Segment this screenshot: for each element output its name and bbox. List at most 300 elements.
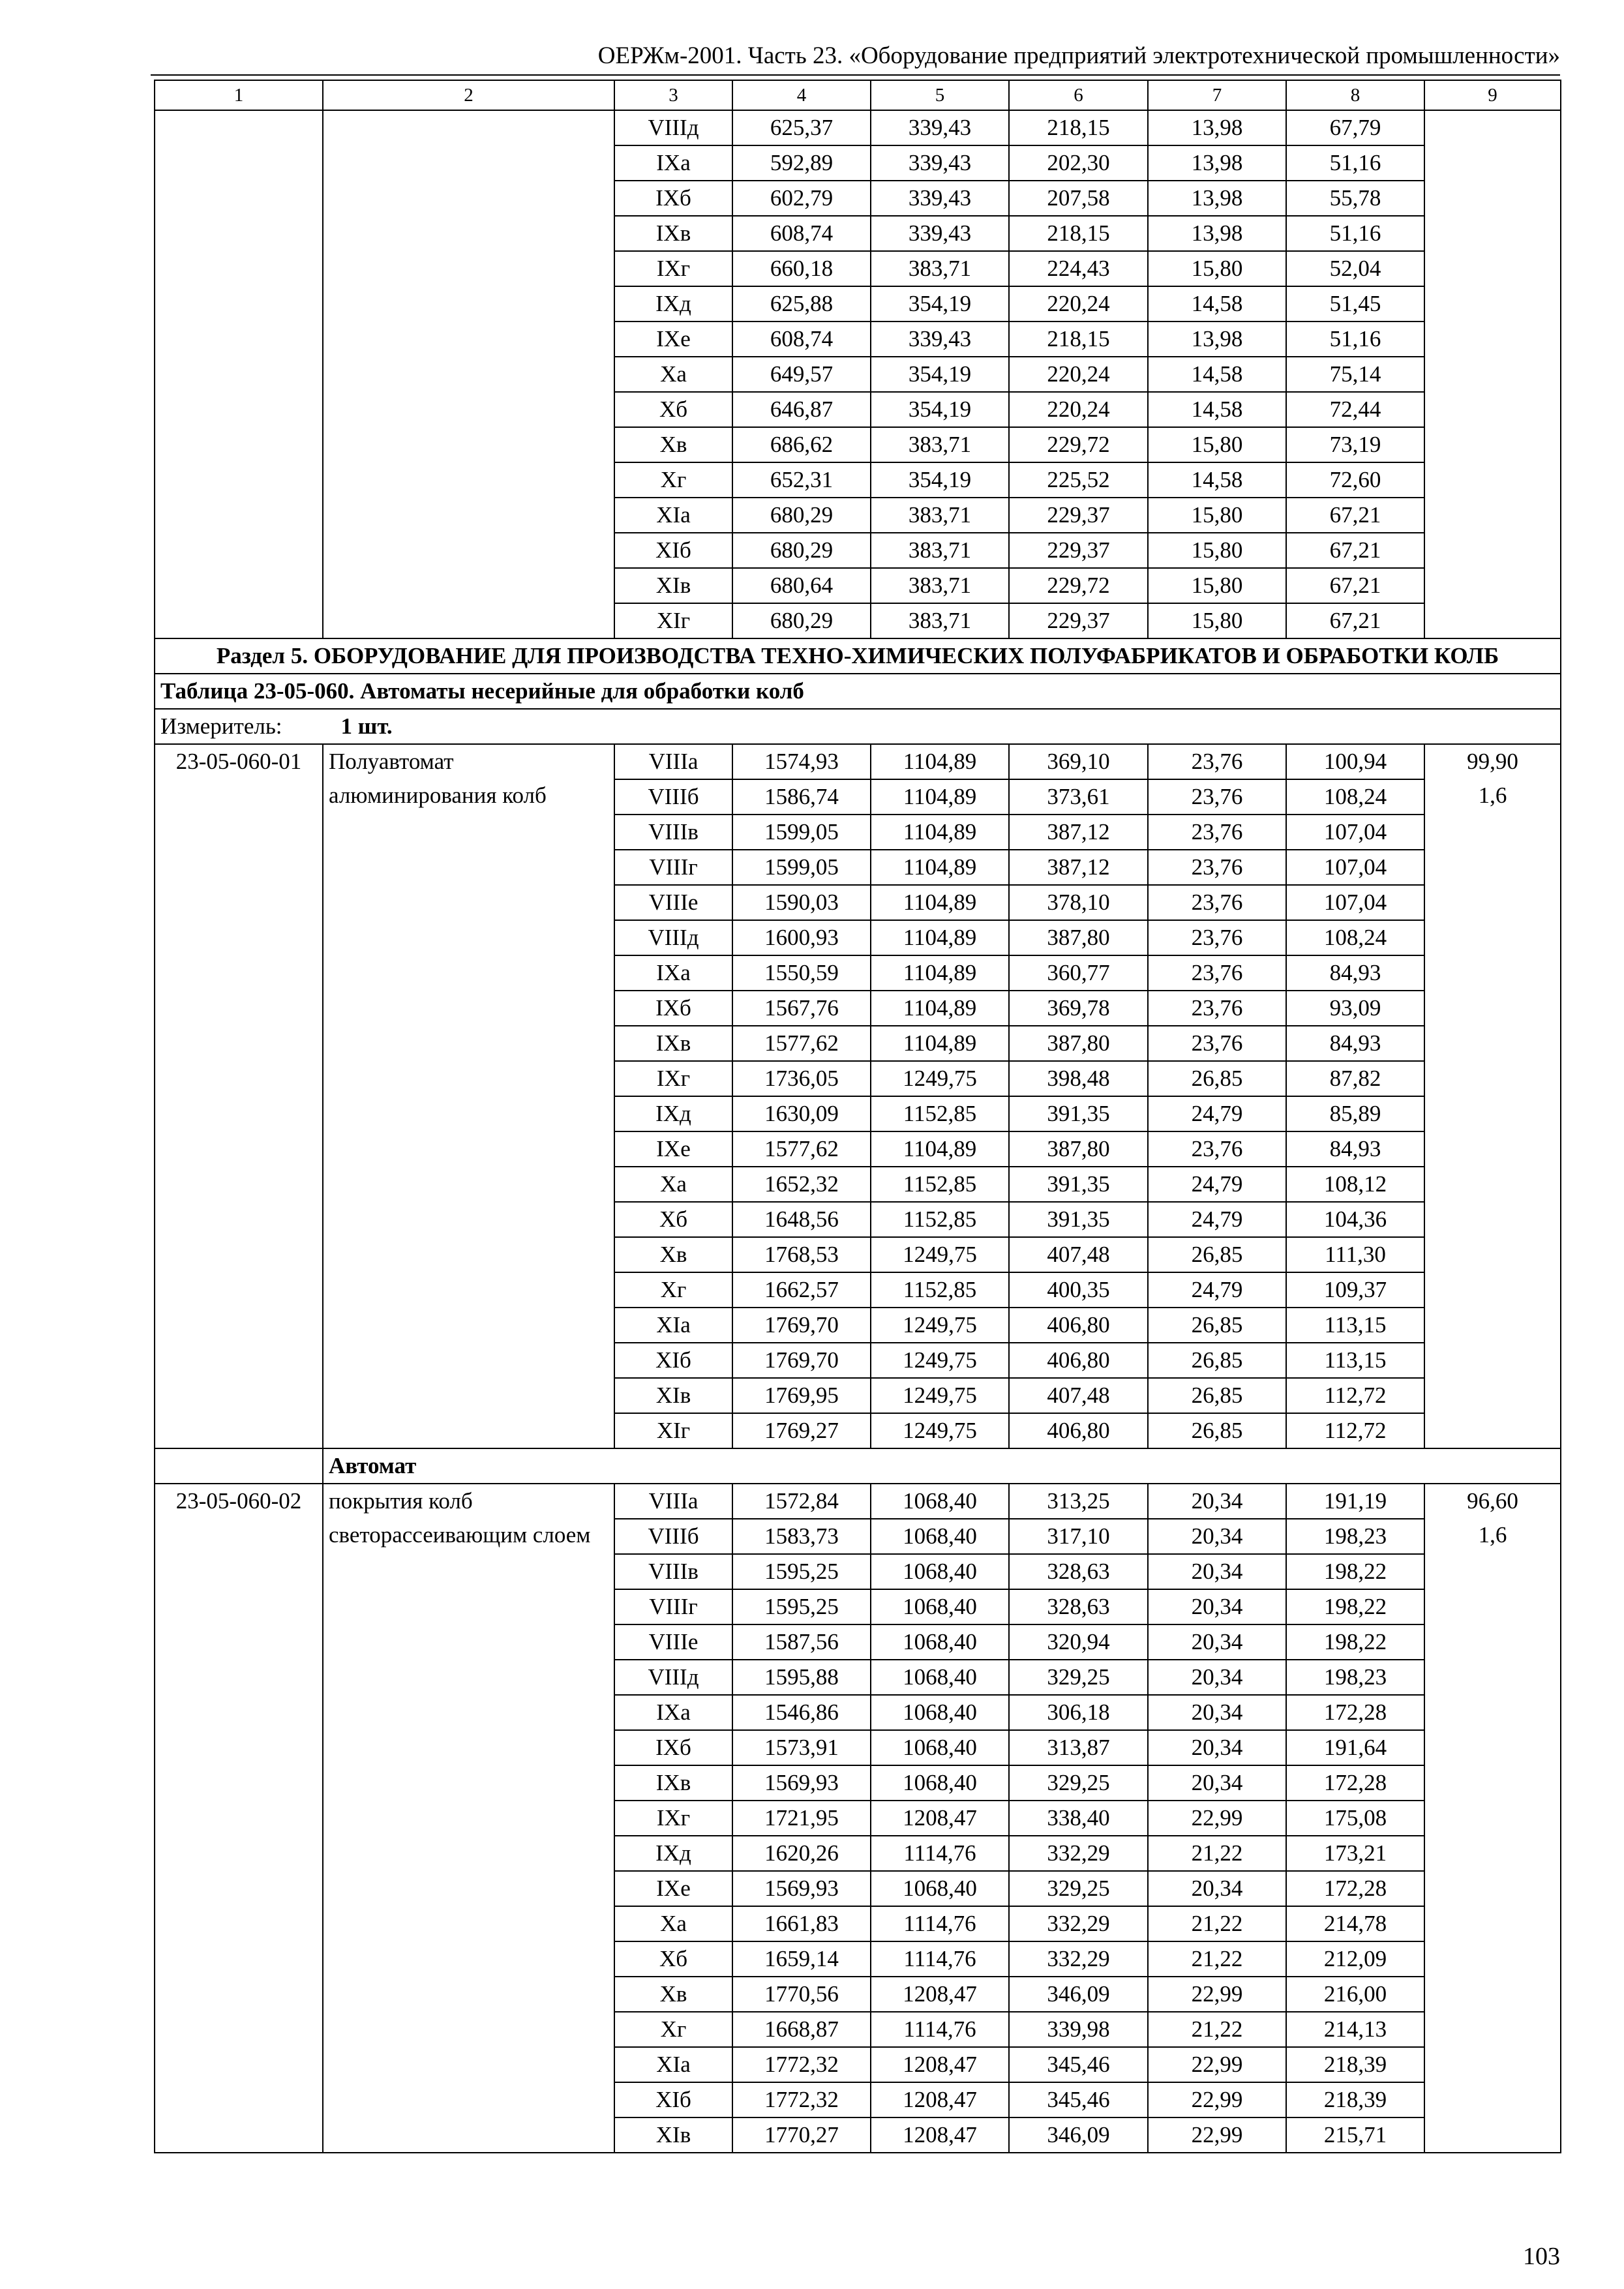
value-cell: 20,34	[1148, 1660, 1286, 1695]
value-cell: 1068,40	[871, 1589, 1009, 1624]
value-cell: 198,23	[1286, 1519, 1424, 1554]
value-cell: 1600,93	[732, 920, 871, 955]
value-cell: 75,14	[1286, 357, 1424, 392]
zone-cell: Xг	[614, 1272, 732, 1308]
value-cell: 218,15	[1009, 216, 1148, 251]
value-cell: 1114,76	[871, 2012, 1009, 2047]
value-cell: 212,09	[1286, 1941, 1424, 1977]
zone-cell: VIIIа	[614, 1484, 732, 1519]
value-cell: 400,35	[1009, 1272, 1148, 1308]
value-cell: 26,85	[1148, 1378, 1286, 1413]
value-cell: 1114,76	[871, 1941, 1009, 1977]
zone-cell: IXе	[614, 1871, 732, 1906]
item-name-line: светорассеивающим слоем	[329, 1522, 591, 1548]
value-cell: 214,78	[1286, 1906, 1424, 1941]
value-cell: 387,80	[1009, 1131, 1148, 1167]
value-cell: 13,98	[1148, 181, 1286, 216]
value-cell: 1595,25	[732, 1554, 871, 1589]
value-cell: 378,10	[1009, 885, 1148, 920]
value-cell: 680,64	[732, 568, 871, 603]
value-cell: 14,58	[1148, 286, 1286, 322]
value-cell: 23,76	[1148, 955, 1286, 991]
code-cell-empty	[155, 1448, 323, 1484]
value-cell: 100,94	[1286, 744, 1424, 779]
value-cell: 329,25	[1009, 1871, 1148, 1906]
value-cell: 328,63	[1009, 1589, 1148, 1624]
zone-cell: VIIIв	[614, 815, 732, 850]
value-cell: 85,89	[1286, 1096, 1424, 1131]
zone-cell: IXв	[614, 1026, 732, 1061]
item-name-line: Полуавтомат	[329, 749, 454, 774]
value-cell: 26,85	[1148, 1308, 1286, 1343]
value-cell: 111,30	[1286, 1237, 1424, 1272]
value-cell: 229,72	[1009, 427, 1148, 462]
table-title-row	[155, 674, 1561, 709]
value-cell: 224,43	[1009, 251, 1148, 286]
value-cell: 172,28	[1286, 1695, 1424, 1730]
value-cell: 313,25	[1009, 1484, 1148, 1519]
value-cell: 22,99	[1148, 1977, 1286, 2012]
value-cell: 1661,83	[732, 1906, 871, 1941]
value-cell: 13,98	[1148, 110, 1286, 145]
value-cell: 339,43	[871, 322, 1009, 357]
value-cell: 229,37	[1009, 533, 1148, 568]
zone-cell: XIв	[614, 1378, 732, 1413]
value-cell: 1721,95	[732, 1801, 871, 1836]
value-cell: 1577,62	[732, 1026, 871, 1061]
value-cell: 191,19	[1286, 1484, 1424, 1519]
value-cell: 15,80	[1148, 251, 1286, 286]
value-cell: 345,46	[1009, 2082, 1148, 2117]
zone-cell: XIб	[614, 2082, 732, 2117]
value-cell: 1104,89	[871, 850, 1009, 885]
value-cell: 20,34	[1148, 1695, 1286, 1730]
col9-cell	[1424, 1484, 1561, 2153]
column-number: 7	[1148, 80, 1286, 110]
value-cell: 354,19	[871, 286, 1009, 322]
value-cell: 1769,27	[732, 1413, 871, 1448]
value-cell: 14,58	[1148, 462, 1286, 498]
value-cell: 387,80	[1009, 1026, 1148, 1061]
value-cell: 1208,47	[871, 1977, 1009, 2012]
value-cell: 354,19	[871, 462, 1009, 498]
value-cell: 172,28	[1286, 1871, 1424, 1906]
value-cell: 175,08	[1286, 1801, 1424, 1836]
value-cell: 1770,56	[732, 1977, 871, 2012]
value-cell: 332,29	[1009, 1906, 1148, 1941]
value-cell: 345,46	[1009, 2047, 1148, 2082]
value-cell: 1630,09	[732, 1096, 871, 1131]
zone-cell: IXб	[614, 1730, 732, 1765]
col9-value: 96,60	[1467, 1488, 1518, 1514]
zone-cell: Xв	[614, 427, 732, 462]
value-cell: 625,88	[732, 286, 871, 322]
value-cell: 93,09	[1286, 991, 1424, 1026]
value-cell: 391,35	[1009, 1096, 1148, 1131]
value-cell: 108,24	[1286, 920, 1424, 955]
value-cell: 686,62	[732, 427, 871, 462]
zone-cell: VIIIг	[614, 1589, 732, 1624]
value-cell: 52,04	[1286, 251, 1424, 286]
zone-cell: XIб	[614, 1343, 732, 1378]
value-cell: 215,71	[1286, 2117, 1424, 2153]
value-cell: 406,80	[1009, 1343, 1148, 1378]
value-cell: 72,60	[1286, 462, 1424, 498]
value-cell: 24,79	[1148, 1202, 1286, 1237]
value-cell: 220,24	[1009, 286, 1148, 322]
table-title: Таблица 23-05-060. Автоматы несерийные для обработки колб	[155, 674, 1561, 709]
column-number: 6	[1009, 80, 1148, 110]
value-cell: 1068,40	[871, 1695, 1009, 1730]
value-cell: 22,99	[1148, 2047, 1286, 2082]
value-cell: 383,71	[871, 533, 1009, 568]
value-cell: 1770,27	[732, 2117, 871, 2153]
value-cell: 1249,75	[871, 1343, 1009, 1378]
value-cell: 20,34	[1148, 1554, 1286, 1589]
value-cell: 373,61	[1009, 779, 1148, 815]
value-cell: 214,13	[1286, 2012, 1424, 2047]
value-cell: 23,76	[1148, 815, 1286, 850]
value-cell: 15,80	[1148, 498, 1286, 533]
col9-value: 1,6	[1478, 783, 1507, 808]
value-cell: 51,16	[1286, 145, 1424, 181]
value-cell: 1068,40	[871, 1519, 1009, 1554]
zone-cell: IXд	[614, 1096, 732, 1131]
zone-cell: VIIIг	[614, 850, 732, 885]
value-cell: 608,74	[732, 322, 871, 357]
zone-cell: VIIIд	[614, 1660, 732, 1695]
value-cell: 346,09	[1009, 2117, 1148, 2153]
value-cell: 407,48	[1009, 1378, 1148, 1413]
value-cell: 1104,89	[871, 744, 1009, 779]
value-cell: 1068,40	[871, 1554, 1009, 1589]
value-cell: 84,93	[1286, 1131, 1424, 1167]
col9-value: 99,90	[1467, 749, 1518, 774]
value-cell: 15,80	[1148, 603, 1286, 638]
value-cell: 21,22	[1148, 1941, 1286, 1977]
value-cell: 1068,40	[871, 1730, 1009, 1765]
value-cell: 406,80	[1009, 1413, 1148, 1448]
column-number: 5	[871, 80, 1009, 110]
value-cell: 26,85	[1148, 1237, 1286, 1272]
zone-cell: XIа	[614, 2047, 732, 2082]
zone-cell: VIIIд	[614, 110, 732, 145]
value-cell: 1208,47	[871, 1801, 1009, 1836]
zone-cell: IXг	[614, 251, 732, 286]
value-cell: 1249,75	[871, 1413, 1009, 1448]
zone-cell: Xг	[614, 2012, 732, 2047]
zone-cell: Xв	[614, 1977, 732, 2012]
value-cell: 1567,76	[732, 991, 871, 1026]
value-cell: 218,39	[1286, 2082, 1424, 2117]
value-cell: 229,37	[1009, 603, 1148, 638]
value-cell: 1668,87	[732, 2012, 871, 2047]
value-cell: 23,76	[1148, 744, 1286, 779]
value-cell: 1550,59	[732, 955, 871, 991]
value-cell: 1736,05	[732, 1061, 871, 1096]
code-cell-empty	[155, 110, 323, 638]
value-cell: 51,16	[1286, 216, 1424, 251]
value-cell: 198,22	[1286, 1624, 1424, 1660]
value-cell: 1659,14	[732, 1941, 871, 1977]
item-code: 23-05-060-01	[155, 744, 323, 1448]
value-cell: 680,29	[732, 603, 871, 638]
value-cell: 1104,89	[871, 885, 1009, 920]
zone-cell: Xа	[614, 1906, 732, 1941]
value-cell: 107,04	[1286, 850, 1424, 885]
section-row	[155, 638, 1561, 674]
value-cell: 383,71	[871, 498, 1009, 533]
zone-cell: VIIIд	[614, 920, 732, 955]
value-cell: 229,72	[1009, 568, 1148, 603]
value-cell: 1068,40	[871, 1765, 1009, 1801]
value-cell: 14,58	[1148, 392, 1286, 427]
zone-cell: Xа	[614, 1167, 732, 1202]
value-cell: 20,34	[1148, 1519, 1286, 1554]
value-cell: 23,76	[1148, 991, 1286, 1026]
value-cell: 406,80	[1009, 1308, 1148, 1343]
zone-cell: VIIIе	[614, 1624, 732, 1660]
value-cell: 338,40	[1009, 1801, 1148, 1836]
value-cell: 1772,32	[732, 2082, 871, 2117]
value-cell: 1546,86	[732, 1695, 871, 1730]
column-number: 1	[155, 80, 323, 110]
value-cell: 1208,47	[871, 2082, 1009, 2117]
value-cell: 317,10	[1009, 1519, 1148, 1554]
zone-cell: XIв	[614, 2117, 732, 2153]
value-cell: 608,74	[732, 216, 871, 251]
value-cell: 1249,75	[871, 1061, 1009, 1096]
value-cell: 112,72	[1286, 1378, 1424, 1413]
value-cell: 108,12	[1286, 1167, 1424, 1202]
column-number-row	[155, 80, 1561, 110]
value-cell: 383,71	[871, 251, 1009, 286]
value-cell: 391,35	[1009, 1167, 1148, 1202]
value-cell: 332,29	[1009, 1836, 1148, 1871]
value-cell: 1208,47	[871, 2117, 1009, 2153]
value-cell: 328,63	[1009, 1554, 1148, 1589]
value-cell: 1577,62	[732, 1131, 871, 1167]
zone-cell: Xв	[614, 1237, 732, 1272]
table-row	[155, 744, 1561, 779]
value-cell: 1068,40	[871, 1871, 1009, 1906]
value-cell: 20,34	[1148, 1589, 1286, 1624]
value-cell: 387,80	[1009, 920, 1148, 955]
zone-cell: XIа	[614, 1308, 732, 1343]
value-cell: 1249,75	[871, 1237, 1009, 1272]
value-cell: 1652,32	[732, 1167, 871, 1202]
value-cell: 332,29	[1009, 1941, 1148, 1977]
value-cell: 1114,76	[871, 1906, 1009, 1941]
value-cell: 218,15	[1009, 110, 1148, 145]
value-cell: 20,34	[1148, 1765, 1286, 1801]
value-cell: 339,43	[871, 145, 1009, 181]
value-cell: 72,44	[1286, 392, 1424, 427]
value-cell: 218,15	[1009, 322, 1148, 357]
value-cell: 346,09	[1009, 1977, 1148, 2012]
value-cell: 108,24	[1286, 779, 1424, 815]
zone-cell: VIIIа	[614, 744, 732, 779]
value-cell: 20,34	[1148, 1484, 1286, 1519]
value-cell: 191,64	[1286, 1730, 1424, 1765]
measure-label: Измеритель:	[160, 713, 282, 739]
column-number: 2	[323, 80, 614, 110]
value-cell: 67,21	[1286, 603, 1424, 638]
value-cell: 383,71	[871, 603, 1009, 638]
value-cell: 22,99	[1148, 2117, 1286, 2153]
table-body	[155, 80, 1561, 2153]
value-cell: 680,29	[732, 533, 871, 568]
value-cell: 20,34	[1148, 1871, 1286, 1906]
column-number: 9	[1424, 80, 1561, 110]
value-cell: 24,79	[1148, 1272, 1286, 1308]
value-cell: 354,19	[871, 392, 1009, 427]
page-header: ОЕРЖм-2001. Часть 23. «Оборудование предприятий электротехнической промышленности»	[597, 42, 1560, 69]
value-cell: 113,15	[1286, 1343, 1424, 1378]
measure-row	[155, 709, 1561, 744]
value-cell: 1068,40	[871, 1484, 1009, 1519]
value-cell: 1569,93	[732, 1871, 871, 1906]
column-number: 4	[732, 80, 871, 110]
value-cell: 1104,89	[871, 779, 1009, 815]
zone-cell: IXа	[614, 1695, 732, 1730]
value-cell: 592,89	[732, 145, 871, 181]
value-cell: 369,78	[1009, 991, 1148, 1026]
value-cell: 1772,32	[732, 2047, 871, 2082]
value-cell: 26,85	[1148, 1343, 1286, 1378]
value-cell: 15,80	[1148, 568, 1286, 603]
column-number: 8	[1286, 80, 1424, 110]
zone-cell: Xа	[614, 357, 732, 392]
value-cell: 67,21	[1286, 568, 1424, 603]
value-cell: 329,25	[1009, 1765, 1148, 1801]
value-cell: 15,80	[1148, 427, 1286, 462]
table-row	[155, 110, 1561, 145]
zone-cell: IXг	[614, 1801, 732, 1836]
value-cell: 329,25	[1009, 1660, 1148, 1695]
value-cell: 1583,73	[732, 1519, 871, 1554]
zone-cell: IXг	[614, 1061, 732, 1096]
value-cell: 1595,88	[732, 1660, 871, 1695]
value-cell: 1574,93	[732, 744, 871, 779]
zone-cell: IXв	[614, 1765, 732, 1801]
value-cell: 1769,70	[732, 1308, 871, 1343]
table-row	[155, 1484, 1561, 1519]
value-cell: 1104,89	[871, 1026, 1009, 1061]
value-cell: 1152,85	[871, 1096, 1009, 1131]
subheading-row	[155, 1448, 1561, 1484]
value-cell: 1586,74	[732, 779, 871, 815]
value-cell: 15,80	[1148, 533, 1286, 568]
measure-cell	[155, 709, 1561, 744]
value-cell: 1768,53	[732, 1237, 871, 1272]
value-cell: 107,04	[1286, 815, 1424, 850]
value-cell: 67,79	[1286, 110, 1424, 145]
rates-table	[154, 80, 1561, 2153]
value-cell: 649,57	[732, 357, 871, 392]
col9-cell-empty	[1424, 110, 1561, 638]
value-cell: 51,45	[1286, 286, 1424, 322]
value-cell: 1573,91	[732, 1730, 871, 1765]
zone-cell: IXв	[614, 216, 732, 251]
value-cell: 1104,89	[871, 920, 1009, 955]
value-cell: 23,76	[1148, 885, 1286, 920]
value-cell: 67,21	[1286, 533, 1424, 568]
value-cell: 646,87	[732, 392, 871, 427]
value-cell: 113,15	[1286, 1308, 1424, 1343]
zone-cell: Xб	[614, 392, 732, 427]
value-cell: 198,23	[1286, 1660, 1424, 1695]
value-cell: 220,24	[1009, 392, 1148, 427]
item-subheading: Автомат	[323, 1448, 1561, 1484]
value-cell: 173,21	[1286, 1836, 1424, 1871]
zone-cell: IXд	[614, 1836, 732, 1871]
value-cell: 407,48	[1009, 1237, 1148, 1272]
value-cell: 369,10	[1009, 744, 1148, 779]
value-cell: 23,76	[1148, 1131, 1286, 1167]
zone-cell: VIIIв	[614, 1554, 732, 1589]
zone-cell: VIIIб	[614, 1519, 732, 1554]
zone-cell: IXе	[614, 1131, 732, 1167]
value-cell: 1662,57	[732, 1272, 871, 1308]
value-cell: 652,31	[732, 462, 871, 498]
value-cell: 220,24	[1009, 357, 1148, 392]
value-cell: 23,76	[1148, 850, 1286, 885]
value-cell: 1648,56	[732, 1202, 871, 1237]
item-name	[323, 744, 614, 1448]
value-cell: 207,58	[1009, 181, 1148, 216]
measure-unit: 1 шт.	[340, 713, 393, 739]
value-cell: 104,36	[1286, 1202, 1424, 1237]
name-cell-empty	[323, 110, 614, 638]
value-cell: 26,85	[1148, 1061, 1286, 1096]
value-cell: 1587,56	[732, 1624, 871, 1660]
value-cell: 1595,25	[732, 1589, 871, 1624]
value-cell: 67,21	[1286, 498, 1424, 533]
value-cell: 1104,89	[871, 1131, 1009, 1167]
section-title: Раздел 5. ОБОРУДОВАНИЕ ДЛЯ ПРОИЗВОДСТВА ТЕХНО-ХИМИЧЕСКИХ ПОЛУФАБРИКАТОВ И ОБРАБОТКИ КОЛБ	[155, 638, 1561, 674]
value-cell: 1104,89	[871, 815, 1009, 850]
value-cell: 20,34	[1148, 1624, 1286, 1660]
value-cell: 216,00	[1286, 1977, 1424, 2012]
value-cell: 87,82	[1286, 1061, 1424, 1096]
zone-cell: IXб	[614, 991, 732, 1026]
value-cell: 20,34	[1148, 1730, 1286, 1765]
value-cell: 21,22	[1148, 2012, 1286, 2047]
value-cell: 1769,95	[732, 1378, 871, 1413]
value-cell: 22,99	[1148, 1801, 1286, 1836]
value-cell: 13,98	[1148, 216, 1286, 251]
value-cell: 1569,93	[732, 1765, 871, 1801]
value-cell: 339,43	[871, 216, 1009, 251]
value-cell: 24,79	[1148, 1167, 1286, 1202]
zone-cell: Xб	[614, 1202, 732, 1237]
value-cell: 1104,89	[871, 955, 1009, 991]
value-cell: 1068,40	[871, 1624, 1009, 1660]
value-cell: 1208,47	[871, 2047, 1009, 2082]
value-cell: 73,19	[1286, 427, 1424, 462]
value-cell: 387,12	[1009, 850, 1148, 885]
value-cell: 625,37	[732, 110, 871, 145]
value-cell: 14,58	[1148, 357, 1286, 392]
value-cell: 84,93	[1286, 955, 1424, 991]
value-cell: 660,18	[732, 251, 871, 286]
zone-cell: XIв	[614, 568, 732, 603]
zone-cell: XIб	[614, 533, 732, 568]
value-cell: 320,94	[1009, 1624, 1148, 1660]
zone-cell: IXа	[614, 955, 732, 991]
value-cell: 398,48	[1009, 1061, 1148, 1096]
